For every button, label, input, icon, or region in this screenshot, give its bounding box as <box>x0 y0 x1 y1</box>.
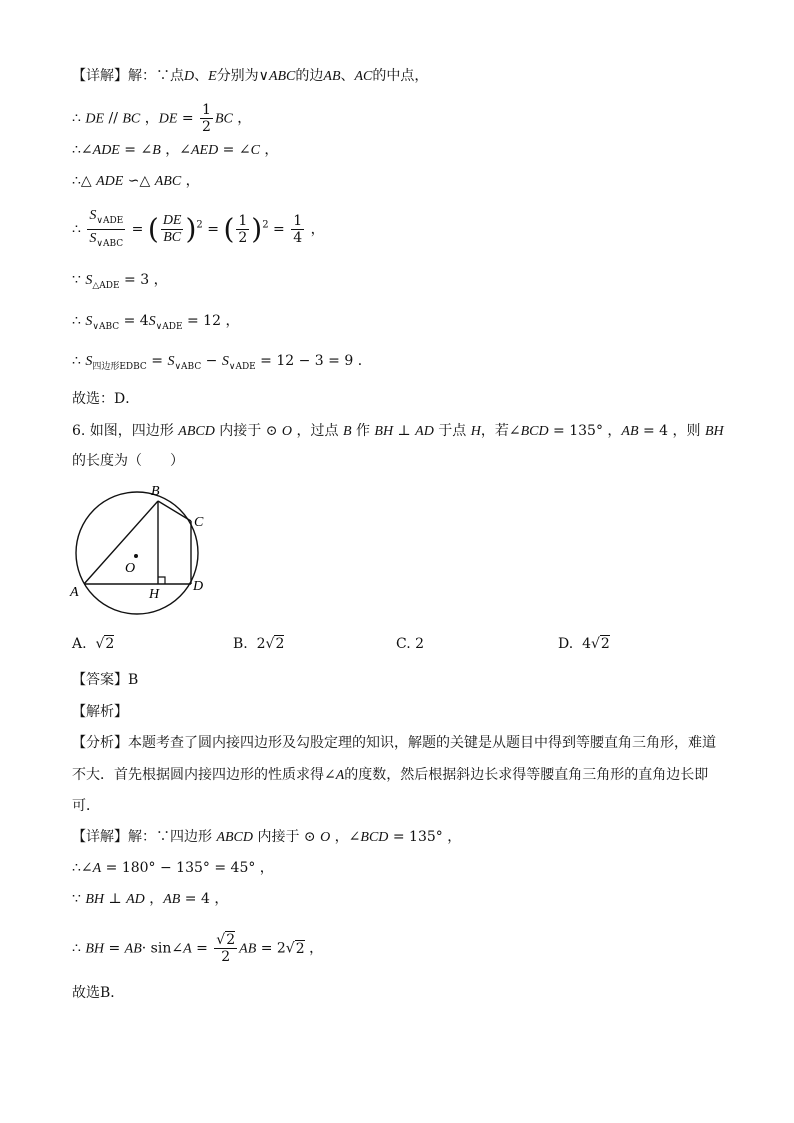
prev-line-area-ratio: ∴ $\frac{S_{\vee ADE}}{S_{\vee ABC}}$ = ( $\frac{DE}{BC}$ )$^2$ = ( $\frac{1}{2}$ )$^2$ = $\frac{1}{4}$ ， <box>72 208 325 249</box>
prev-detail-line-1: 【详解】解：∵点D、E分别为∨ABC的边AB、AC的中点， <box>72 68 429 84</box>
answer-value: B <box>128 672 139 688</box>
q6-stem-line-1: 6. 如图，四边形 ABCD 内接于 ⊙ O ，过点 B 作 BH ⊥ AD 于点 H，若∠BCD = 135° ，AB = 4 ，则 BH <box>72 423 724 439</box>
answer-line <box>72 670 138 690</box>
prev-line-angles: ∴∠ADE = ∠B ，∠AED = ∠C ， <box>72 142 279 158</box>
q6-detail-line-1: 【详解】解：∵四边形 ABCD 内接于 ⊙ O ，∠BCD = 135° ， <box>72 829 462 845</box>
prev-line-de-parallel: ∴ DE // BC ，DE = $\frac{1}{2}$ BC ， <box>72 102 252 135</box>
prev-conclusion: 故选：D． <box>72 391 140 407</box>
segment-ab <box>84 501 158 584</box>
fenxi-line-2: 不大．首先根据圆内接四边形的性质求得∠A的度数，然后根据斜边长求得等腰直角三角形的直角边长即 <box>72 767 709 783</box>
option-b: B. 2√2 <box>233 636 285 652</box>
q6-detail-line-perp: ∵ BH ⊥ AD ，AB = 4 ， <box>72 891 229 907</box>
prev-line-quad-area: ∴ $S_{四边形EDBC} = S_{\vee ABC} - S_{\vee ADE} = 12 - 3 = 9$ ． <box>72 353 372 372</box>
label-c: C <box>194 515 204 530</box>
fenxi-line-3: 可． <box>72 798 100 814</box>
label-h: H <box>149 587 160 602</box>
detail-label-2: 【详解】 <box>72 829 128 845</box>
label-d: D <box>193 579 204 594</box>
option-c: C. 2 <box>396 636 425 652</box>
label-o: O <box>125 561 136 576</box>
option-a: A. √2 <box>72 636 115 652</box>
geometry-figure <box>62 480 222 620</box>
q6-conclusion: 故选B． <box>72 985 125 1001</box>
q6-stem-line-2: 的长度为（ ） <box>72 453 184 469</box>
q6-detail-line-angle: ∴∠A = 180° − 135° = 45° ， <box>72 860 274 876</box>
prev-line-similar: ∴△ ADE ∽△ ABC ， <box>72 173 200 189</box>
right-angle-mark <box>158 577 165 584</box>
segment-bc <box>158 501 191 521</box>
prev-line-given-area: ∵ $S_{\triangle ADE} = 3$ ， <box>72 272 168 291</box>
detail-label: 【详解】 <box>72 68 128 84</box>
center-point <box>134 554 138 558</box>
circle-o <box>76 492 198 614</box>
prev-line-abc-area: ∴ $S_{\vee ABC} = 4S_{\vee ADE} = 12$ ， <box>72 313 240 332</box>
label-b: B <box>151 484 160 499</box>
label-a: A <box>70 585 79 600</box>
answer-label: 【答案】 <box>72 672 128 688</box>
q6-detail-line-bh: ∴ BH = AB· sin∠A = $\frac{√2}{2}$ AB = 2√2 ， <box>72 932 324 965</box>
option-d: D. 4√2 <box>558 636 610 652</box>
fenxi-line-1: 【分析】本题考查了圆内接四边形及勾股定理的知识，解题的关键是从题目中得到等腰直角三角形，难道 <box>72 735 716 751</box>
fenxi-label: 【分析】 <box>72 735 128 751</box>
analysis-label: 【解析】 <box>72 704 128 720</box>
